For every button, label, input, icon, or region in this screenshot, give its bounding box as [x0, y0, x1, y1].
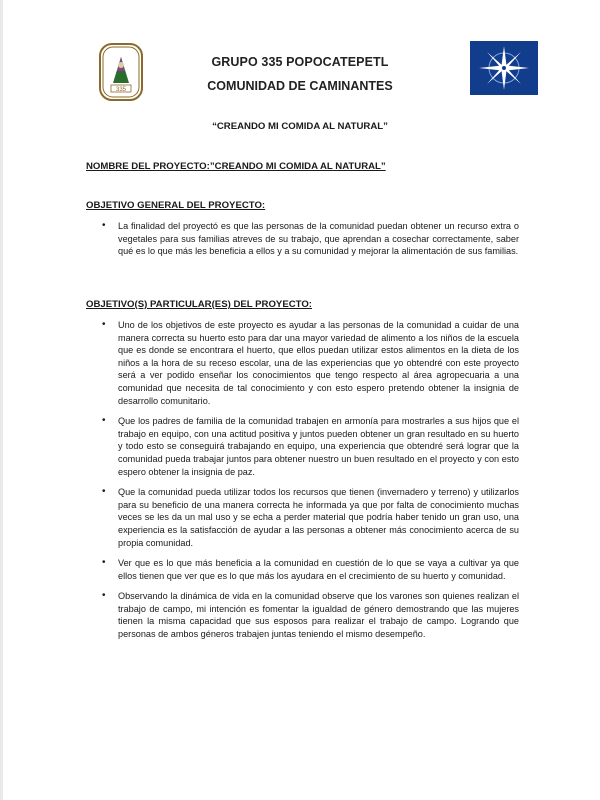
list-item: • Que la comunidad pueda utilizar todos los recursos que tienen (invernadero y terreno) y utilizarlos para su beneficio de una manera correcta he informada ya que por falta de conocimiento muchas veces se les da un mal uso y se echa a perder material que podría haber tenido un gran uso, una experiencia es la satisfacción de ayudar a las personas a obtener más conocimiento acerca de su propia comunidad.	[86, 486, 519, 549]
particular-objectives-heading: OBJETIVO(S) PARTICULAR(ES) DEL PROYECTO:	[86, 299, 313, 310]
list-item: • Observando la dinámica de vida en la comunidad observe que los varones son quienes realizan el trabajo de campo, mi intención es fomentar la igualdad de género demostrando que las mujeres tienen la misma capacidad que sus esposos para realizar el trabajo de campo. Logrando que personas de ambos géneros trabajen juntas teniendo el mismo desempeño.	[86, 590, 519, 640]
list-item: • Que los padres de familia de la comunidad trabajen en armonía para mostrarles a sus hijos que el trabajo en equipo, con una actitud positiva y juntos pueden obtener un gran resultado en su huerto y todo esto se conseguirá trabajando en equipo, una experiencia que obtendré será lograr que la comunidad pueda trabajar juntos para obtener nuestro un buen resultado en el proyecto y con esto espero obtener la insignia de paz.	[86, 415, 519, 478]
community-name: COMUNIDAD DE CAMINANTES	[207, 79, 393, 93]
logo-number: 335	[115, 87, 127, 93]
list-item: • Uno de los objetivos de este proyecto es ayudar a las personas de la comunidad a cuidar de una manera correcta su huerto esto para dar una mayor variedad de alimento a los niños de la escuela que es donde se encontrara el huerto, que ellos puedan utilizar estos alimentos en la dieta de los niños a la hora de su receso escolar, una de las experiencias que yo obtendré con este proyecto será a ver podido enseñar los conocimientos que tengo respecto al área agropecuaria a una comunidad que necesita de tal conocimiento y con esto espero pretendo obtener la insignia de desarrollo comunitario.	[86, 319, 519, 407]
organization-name: GRUPO 335 POPOCATEPETL	[211, 55, 389, 69]
project-name-heading: NOMBRE DEL PROYECTO:”CREANDO MI COMIDA AL NATURAL”	[86, 161, 386, 172]
list-item: • Ver que es lo que más beneficia a la comunidad en cuestión de lo que se vaya a cultivar ya que ellos tienen que ver que es lo que más los ayudara en el crecimiento de su huerto y comunidad.	[86, 557, 519, 582]
project-subtitle: “CREANDO MI COMIDA AL NATURAL”	[212, 121, 388, 132]
general-objective-list	[86, 220, 519, 266]
page-edge	[0, 0, 3, 800]
particular-objectives-list	[86, 319, 519, 649]
list-item: • La finalidad del proyectó es que las personas de la comunidad puedan obtener un recurso extra o vegetales para sus familias atreves de su trabajo, que aprendan a cosechar correctamente, saber qué es lo que más les beneficia a ellos y a su comunidad y mejorar la alimentación de sus familias.	[86, 220, 519, 258]
general-objective-heading: OBJETIVO GENERAL DEL PROYECTO:	[86, 200, 266, 211]
